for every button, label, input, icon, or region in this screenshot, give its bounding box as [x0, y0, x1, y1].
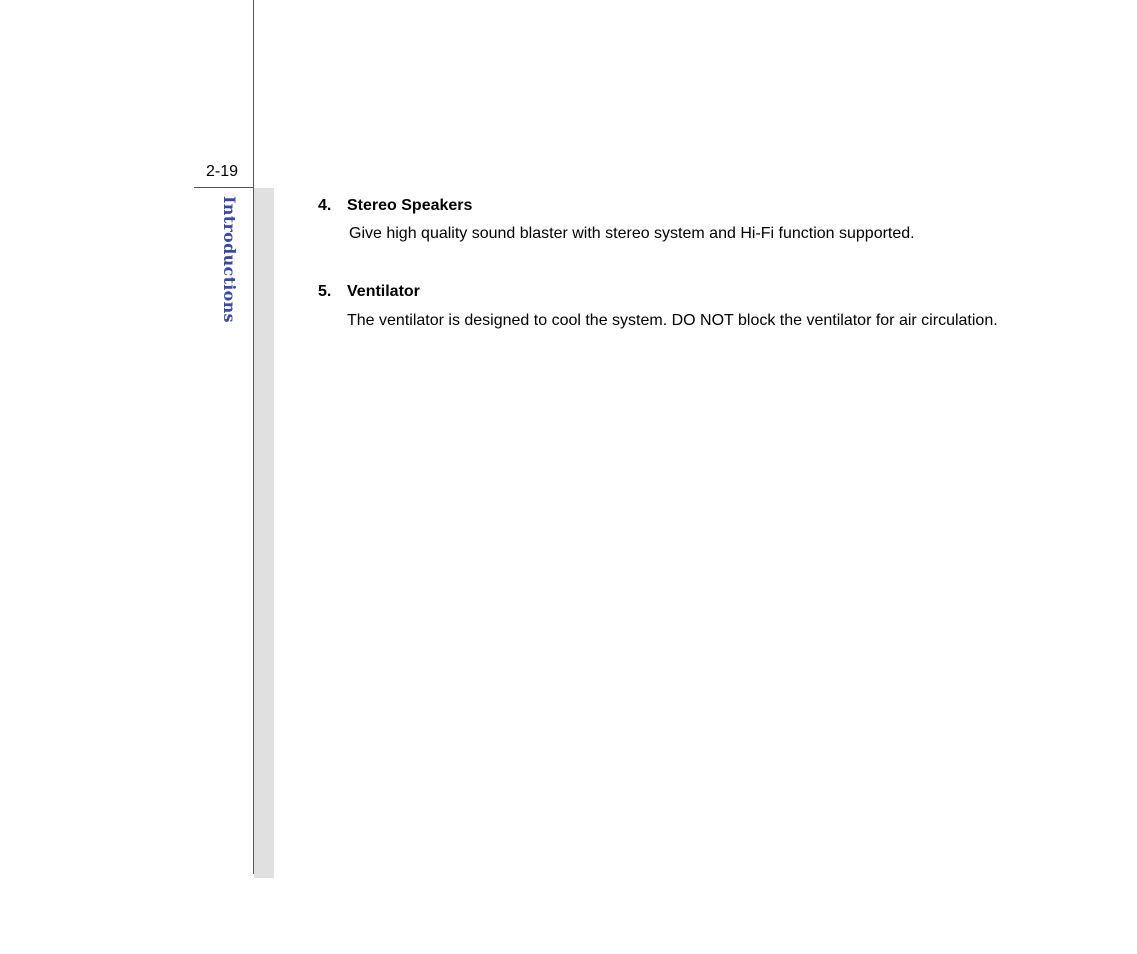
section-label: Introductions	[220, 196, 239, 323]
item-description: Give high quality sound blaster with stereo system and Hi-Fi function supported.	[349, 225, 915, 242]
page-number: 2-19	[205, 163, 238, 180]
margin-bar	[254, 188, 274, 878]
item-number: 4.	[318, 197, 332, 214]
item-title: Stereo Speakers	[347, 197, 473, 214]
item-description: The ventilator is designed to cool the system. DO NOT block the ventilator for air circulation.	[347, 312, 998, 329]
header-rule	[194, 187, 254, 188]
item-number: 5.	[318, 283, 332, 300]
item-title: Ventilator	[347, 283, 420, 300]
